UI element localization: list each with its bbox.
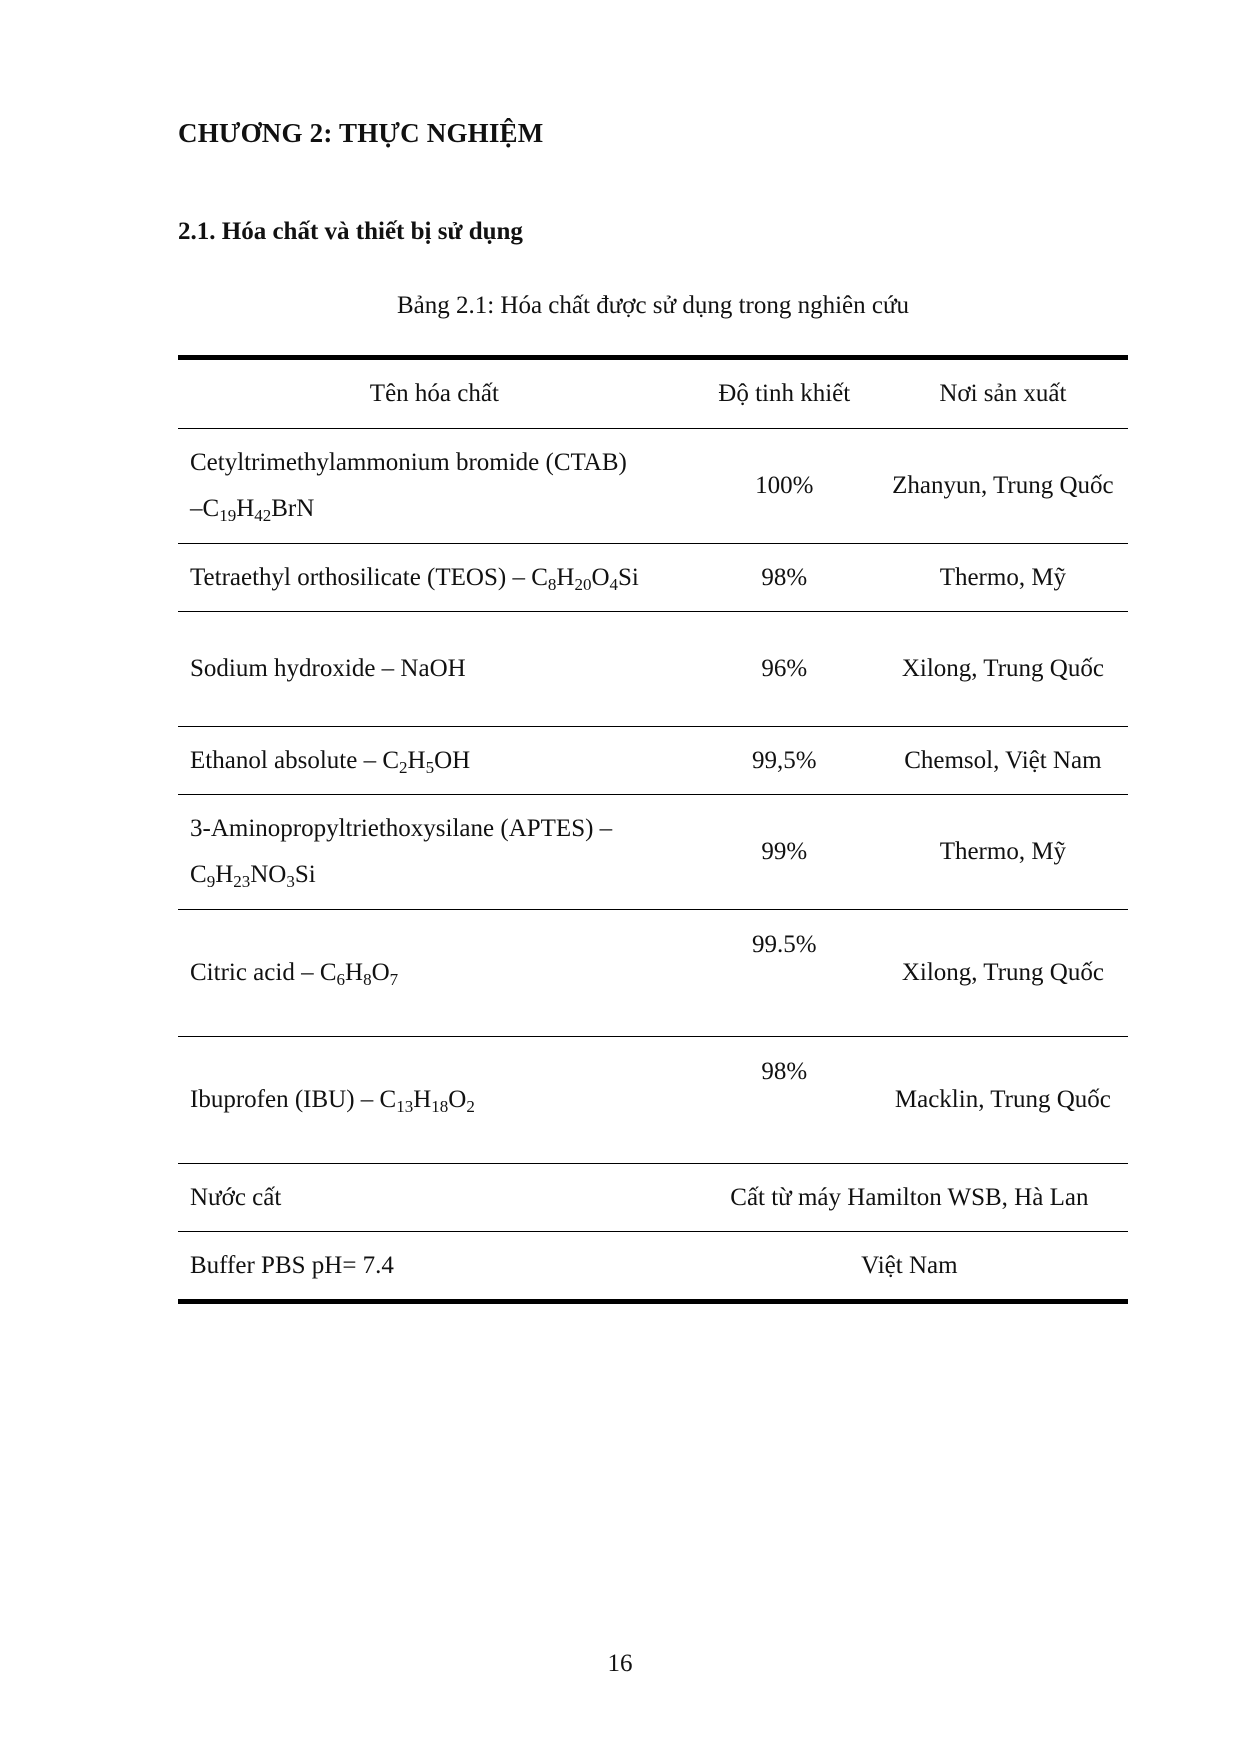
- page-number: 16: [607, 1650, 633, 1677]
- purity-cell: 98%: [691, 544, 878, 612]
- merged-origin-cell: Cất từ máy Hamilton WSB, Hà Lan: [691, 1164, 1128, 1232]
- purity-cell: 99.5%: [691, 910, 878, 1037]
- origin-cell: Thermo, Mỹ: [878, 544, 1128, 612]
- table-row: [178, 429, 1128, 544]
- chemical-name: Ethanol absolute –: [190, 746, 383, 774]
- table-header-row: [178, 358, 1128, 429]
- purity-cell: 98%: [691, 1037, 878, 1164]
- origin-cell: Chemsol, Việt Nam: [878, 727, 1128, 795]
- chemical-formula: $C_{13}H_{18}O_2$: [379, 1086, 475, 1116]
- origin-cell: Thermo, Mỹ: [878, 795, 1128, 910]
- table-row: [178, 1232, 1128, 1302]
- purity-cell: 99,5%: [691, 727, 878, 795]
- origin-cell: Xilong, Trung Quốc: [878, 910, 1128, 1037]
- chemical-formula: $-C_{19}H_{42}BrN$: [190, 495, 315, 525]
- origin-cell: Xilong, Trung Quốc: [878, 612, 1128, 727]
- purity-cell: 100%: [691, 429, 878, 544]
- chemical-name-cell: [178, 727, 691, 795]
- chemical-name-cell: [178, 612, 691, 727]
- header-purity: Độ tinh khiết: [691, 358, 878, 429]
- table-row: [178, 910, 1128, 1037]
- chemical-name: 3-Aminopropyltriethoxysilane (APTES) –: [190, 815, 613, 842]
- chemical-name-cell: [178, 1164, 691, 1232]
- chemical-name: Ibuprofen (IBU) –: [190, 1086, 380, 1113]
- chemicals-table: [178, 355, 1128, 1304]
- chemical-name-cell: [178, 910, 691, 1037]
- table-row: [178, 1164, 1128, 1232]
- purity-cell: 99%: [691, 795, 878, 910]
- table-row: [178, 727, 1128, 795]
- header-chemical-name: Tên hóa chất: [178, 358, 691, 429]
- purity-cell: 96%: [691, 612, 878, 727]
- chapter-title: CHƯƠNG 2: THỰC NGHIỆM: [178, 118, 544, 148]
- chemical-name-cell: [178, 1037, 691, 1164]
- table-caption: Bảng 2.1: Hóa chất được sử dụng trong nghiên cứu: [396, 292, 910, 319]
- merged-origin-cell: Việt Nam: [861, 1251, 958, 1279]
- chemical-name: Cetyltrimethylammonium bromide (CTAB): [190, 449, 627, 476]
- chemical-formula: $C_2H_5OH$: [382, 746, 471, 777]
- chemical-formula: $C_6H_8O_7$: [319, 959, 399, 989]
- chemical-formula: $C_9H_{23}NO_3Si$: [190, 861, 316, 891]
- chemical-name: Sodium hydroxide – NaOH: [190, 655, 466, 682]
- section-title: 2.1. Hóa chất và thiết bị sử dụng: [178, 218, 523, 245]
- chemical-formula: $C_8H_{20}O_4Si$: [531, 563, 639, 594]
- chemical-name-cell: [178, 429, 691, 544]
- table-row: [178, 612, 1128, 727]
- origin-cell: Macklin, Trung Quốc: [878, 1037, 1128, 1164]
- chemical-name: Tetraethyl orthosilicate (TEOS) –: [190, 563, 532, 591]
- origin-cell: Zhanyun, Trung Quốc: [878, 429, 1128, 544]
- chemical-name-cell: [178, 795, 691, 910]
- header-origin: Nơi sản xuất: [878, 358, 1128, 429]
- chemical-name: Nước cất: [190, 1183, 282, 1211]
- table-row: [178, 1037, 1128, 1164]
- table-row: [178, 544, 1128, 612]
- table-row: [178, 795, 1128, 910]
- chemical-name-cell: [178, 544, 691, 612]
- chemical-name: Citric acid –: [190, 959, 320, 986]
- chemical-name-cell: [178, 1232, 691, 1302]
- chemical-name: Buffer PBS pH= 7.4: [190, 1251, 394, 1279]
